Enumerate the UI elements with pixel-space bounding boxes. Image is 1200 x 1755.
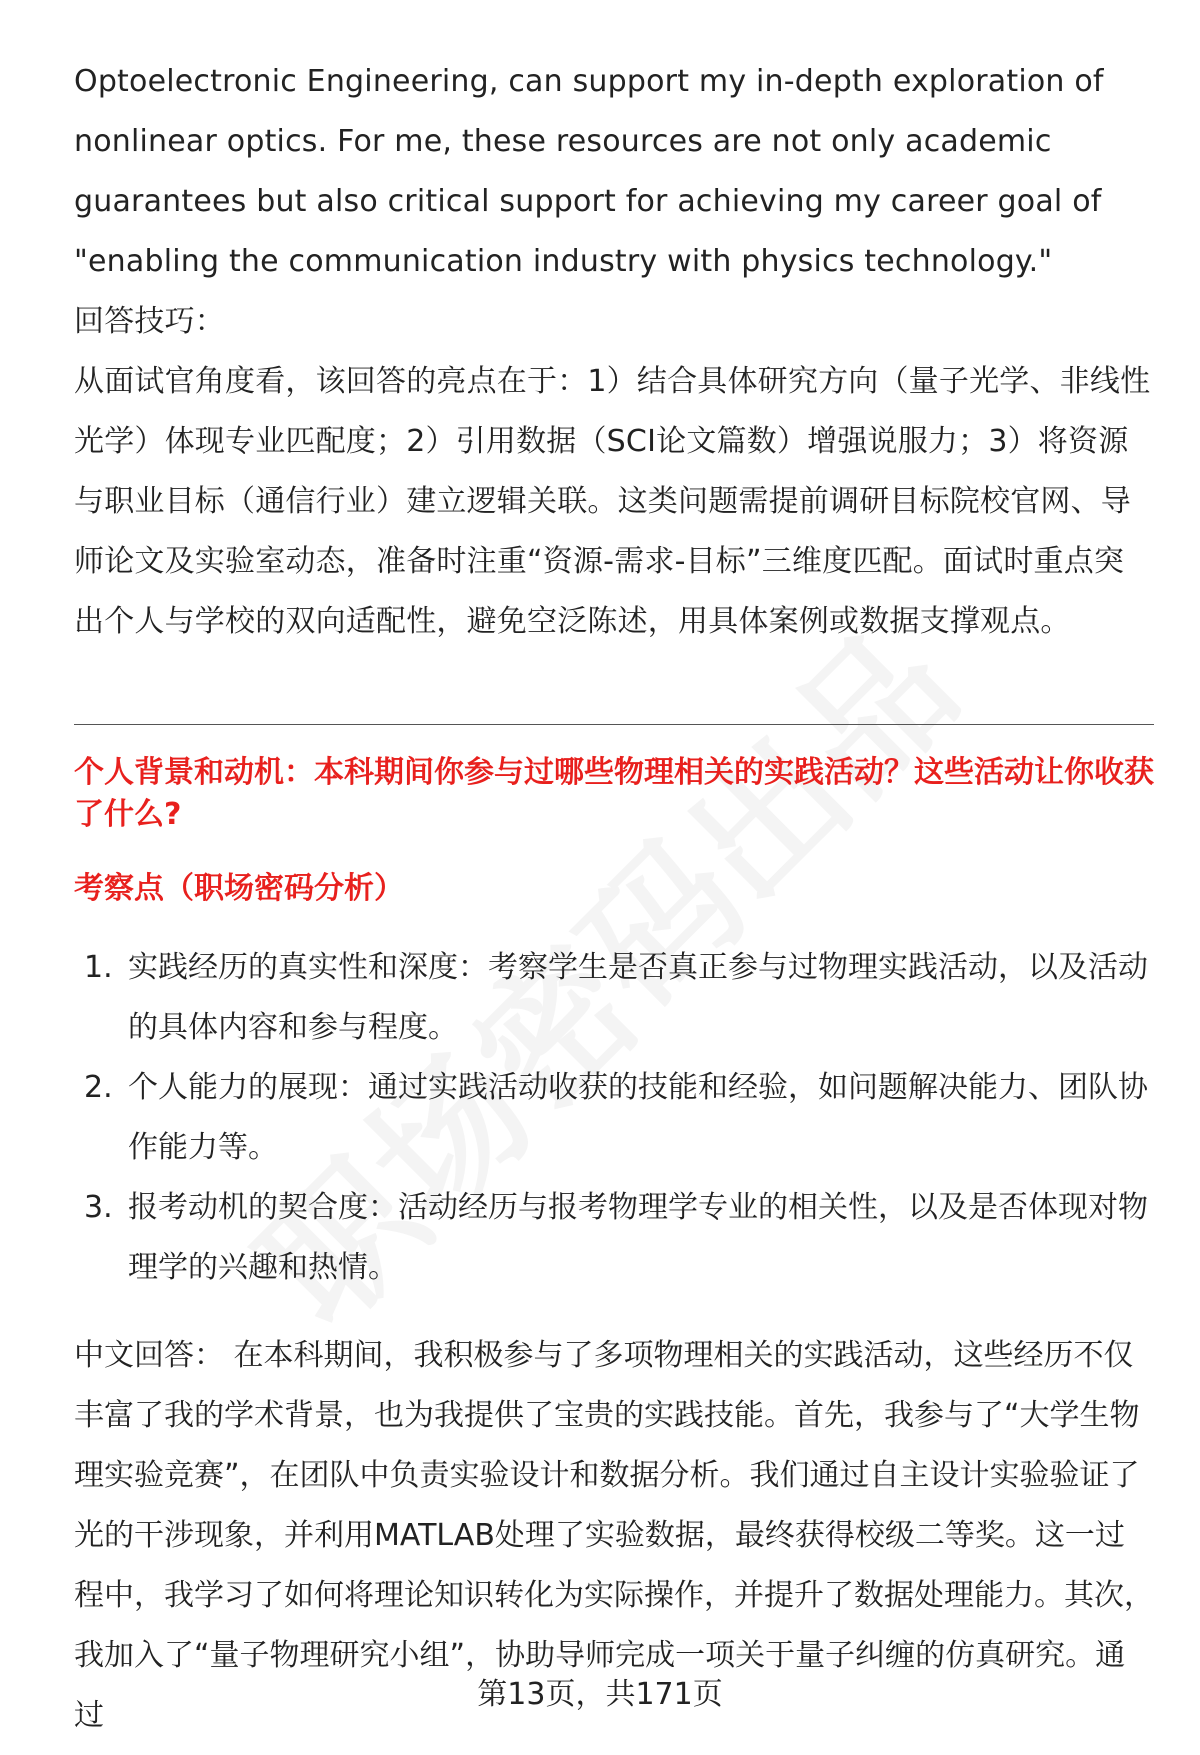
list-item-number: 2. <box>84 1070 113 1105</box>
list-item-number: 1. <box>84 950 113 985</box>
tips-text: 从面试官角度看，该回答的亮点在于：1）结合具体研究方向（量子光学、非线性光学）体现专业匹配度；2）引用数据（SCI论文篇数）增强说服力；3）将资源与职业目标（通信行业）建立逻辑关联。这类问题需提前调研目标院校官网、导师论文及实验室动态，准备时注重“资源-需求-目标”三维度匹配。面试时重点突出个人与学校的双向适配性，避免空泛陈述，用具体案例或数据支撑观点。 <box>74 364 1151 639</box>
page-content <box>74 52 1154 652</box>
focus-heading: 考察点（职场密码分析） <box>74 871 404 906</box>
question-heading: 个人背景和动机：本科期间你参与过哪些物理相关的实践活动？这些活动让你收获了什么? <box>74 755 1154 832</box>
list-item <box>74 1178 1154 1298</box>
list-item <box>74 938 1154 1058</box>
list-item-number: 3. <box>84 1190 113 1225</box>
list-item <box>74 1058 1154 1178</box>
list-item-text: 实践经历的真实性和深度：考察学生是否真正参与过物理实践活动，以及活动的具体内容和参与程度。 <box>128 950 1148 1045</box>
answer-paragraph: 中文回答： 在本科期间，我积极参与了多项物理相关的实践活动，这些经历不仅丰富了我的学术背景，也为我提供了宝贵的实践技能。首先，我参与了“大学生物理实验竞赛”，在团队中负责实验设计和数据分析。我们通过自主设计实验验证了光的干涉现象，并利用MATLAB处理了实验数据，最终获得校级二等奖。这一过程中，我学习了如何将理论知识转化为实际操作，并提升了数据处理能力。其次，我加入了“量子物理研究小组”，协助导师完成一项关于量子纠缠的仿真研究。通过 <box>74 1338 1154 1733</box>
focus-list <box>74 938 1154 1298</box>
page-number: 第13页，共171页 <box>477 1677 723 1712</box>
section-divider <box>74 724 1154 725</box>
list-item-text: 报考动机的契合度：活动经历与报考物理学专业的相关性，以及是否体现对物理学的兴趣和热情。 <box>128 1190 1148 1285</box>
intro-paragraph: Optoelectronic Engineering, can support my in-depth exploration of nonlinear optics. For me, these resources are not only academic guarantees but also critical support for achieving my career goal of "enabling the communication industry with physics technology." <box>74 64 1104 279</box>
tips-title: 回答技巧： <box>74 304 225 339</box>
list-item-text: 个人能力的展现：通过实践活动收获的技能和经验，如问题解决能力、团队协作能力等。 <box>128 1070 1148 1165</box>
